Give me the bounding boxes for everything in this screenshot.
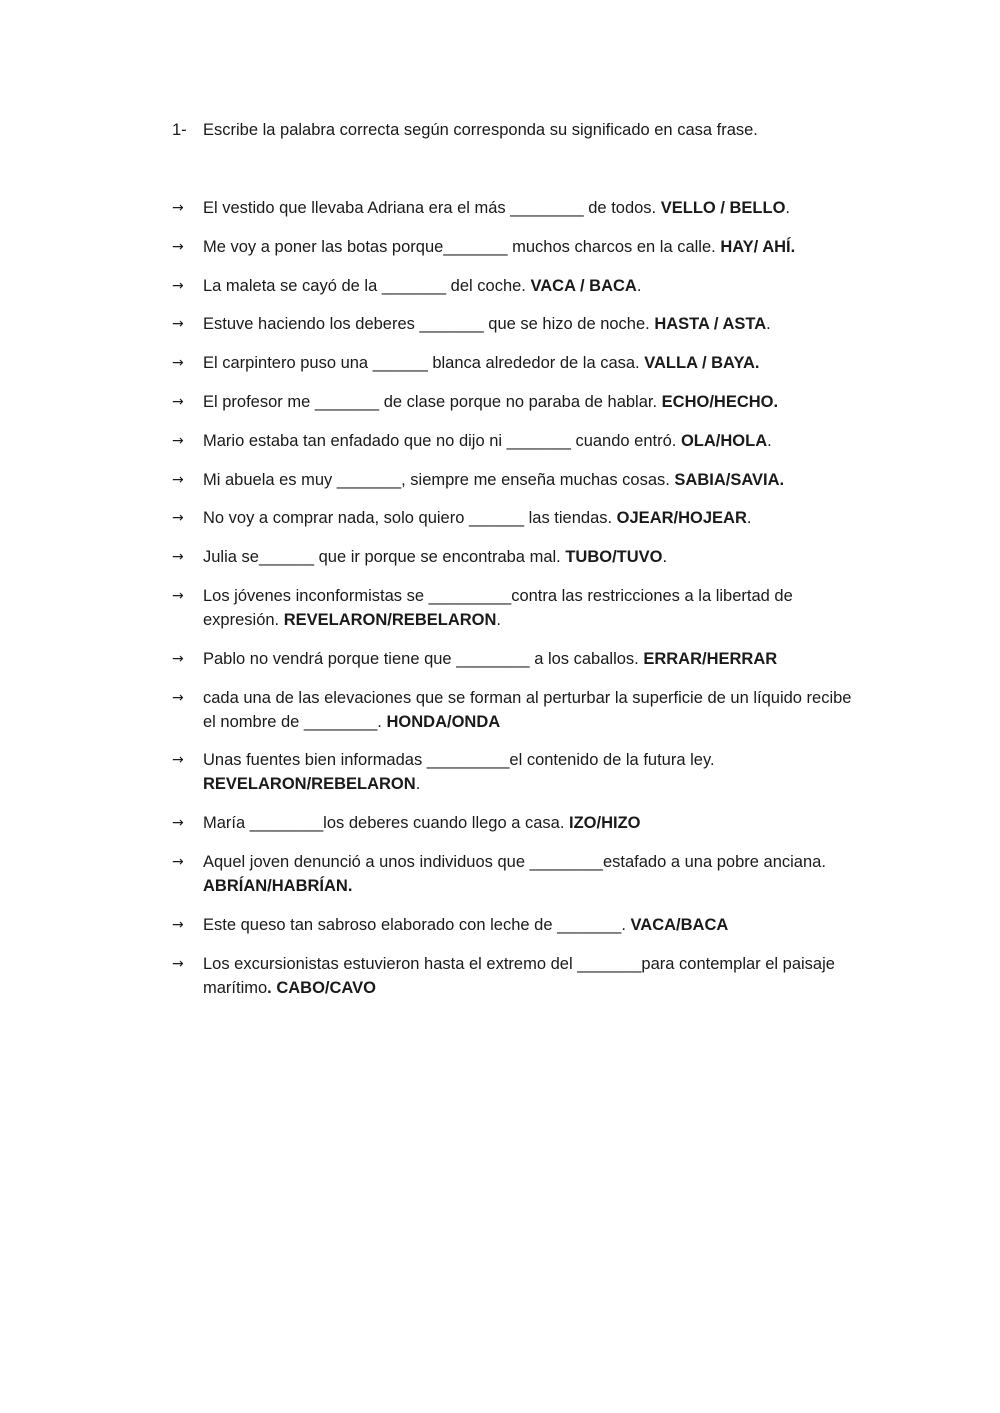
list-item xyxy=(172,390,862,414)
word-options: OJEAR/HOJEAR xyxy=(616,509,747,528)
word-options: HAY/ AHÍ. xyxy=(720,237,796,256)
arrow-right-icon: → xyxy=(172,277,184,294)
sentence-text xyxy=(203,429,862,453)
word-options: REVELARON/REBELARON xyxy=(283,610,497,629)
arrow-right-icon: → xyxy=(172,316,184,333)
sentence-body: Este queso tan sabroso elaborado con leche de _______. xyxy=(203,915,631,934)
sentence-end: . xyxy=(766,315,771,334)
sentence-body: Unas fuentes bien informadas _________el contenido de la futura ley. xyxy=(203,751,715,770)
sentence-body: El carpintero puso una ______ blanca alrededor de la casa. xyxy=(203,354,645,373)
sentence-text xyxy=(203,811,862,835)
arrow-right-icon: → xyxy=(172,549,184,566)
sentence-body: Me voy a poner las botas porque_______ muchos charcos en la calle. xyxy=(203,237,721,256)
sentence-text xyxy=(203,506,862,530)
sentence-end: . xyxy=(767,431,772,450)
list-item xyxy=(172,811,862,835)
word-options: . CABO/CAVO xyxy=(267,978,376,997)
arrow-right-icon: → xyxy=(172,432,184,449)
list-item xyxy=(172,850,862,898)
sentence-body: El profesor me _______ de clase porque no paraba de hablar. xyxy=(203,392,662,411)
sentence-body: Estuve haciendo los deberes _______ que se hizo de noche. xyxy=(203,315,655,334)
sentence-text xyxy=(203,545,862,569)
exercise-number: 1- xyxy=(172,121,187,139)
list-item xyxy=(172,647,862,671)
arrow-right-icon: → xyxy=(172,650,184,667)
sentence-text xyxy=(203,468,862,492)
word-options: OLA/HOLA xyxy=(680,431,768,450)
list-item xyxy=(172,235,862,259)
arrow-right-icon: → xyxy=(172,587,184,604)
sentence-text xyxy=(203,850,862,898)
sentence-text xyxy=(203,312,862,336)
arrow-right-icon: → xyxy=(172,200,184,216)
list-item xyxy=(172,274,862,298)
word-options: VACA/BACA xyxy=(630,915,729,934)
word-options: HONDA/ONDA xyxy=(386,712,501,731)
list-item xyxy=(172,468,862,492)
word-options: IZO/HIZO xyxy=(569,814,641,833)
sentence-body: Mario estaba tan enfadado que no dijo ni _______ cuando entró. xyxy=(203,431,681,450)
arrow-right-icon: → xyxy=(172,393,184,410)
arrow-right-icon: → xyxy=(172,853,184,870)
sentence-body: cada una de las elevaciones que se forman al perturbar la superficie de un líquido recibe el nombre de ________. xyxy=(203,688,852,731)
sentence-text xyxy=(203,390,862,414)
sentence-end: . xyxy=(415,775,421,794)
sentence-end: . xyxy=(636,276,642,295)
sentence-text xyxy=(203,196,862,220)
sentence-text xyxy=(203,748,862,796)
sentence-text xyxy=(203,952,862,1000)
arrow-right-icon: → xyxy=(172,471,184,488)
arrow-right-icon: → xyxy=(172,752,184,769)
arrow-right-icon: → xyxy=(172,238,184,255)
sentence-body: Mi abuela es muy _______, siempre me enseña muchas cosas. xyxy=(203,470,675,489)
sentence-text xyxy=(203,913,862,937)
list-item xyxy=(172,952,862,1000)
sentence-body: La maleta se cayó de la _______ del coche. xyxy=(203,276,531,295)
arrow-right-icon: → xyxy=(172,510,184,527)
arrow-right-icon: → xyxy=(172,916,184,933)
exercise-heading xyxy=(172,119,758,141)
word-options: ECHO/HECHO. xyxy=(661,392,779,411)
sentence-text xyxy=(203,686,862,734)
word-options: VELLO / BELLO xyxy=(660,199,786,217)
sentence-text xyxy=(203,235,862,259)
word-options: REVELARON/REBELARON xyxy=(203,775,416,794)
arrow-right-icon: → xyxy=(172,689,184,706)
sentence-text xyxy=(203,647,862,671)
sentence-body: Aquel joven denunció a unos individuos que ________estafado a una pobre anciana. xyxy=(203,852,826,871)
arrow-right-icon: → xyxy=(172,355,184,372)
list-item xyxy=(172,429,862,453)
sentence-body: Julia se______ que ir porque se encontraba mal. xyxy=(203,548,566,567)
sentence-body: María ________los deberes cuando llego a casa. xyxy=(203,814,570,833)
sentence-end: . xyxy=(662,548,668,567)
list-item xyxy=(172,545,862,569)
sentence-body: Los excursionistas estuvieron hasta el extremo del _______para contemplar el paisaje marítimo xyxy=(203,954,835,997)
sentence-body: El vestido que llevaba Adriana era el más ________ de todos. xyxy=(203,199,661,217)
list-item xyxy=(172,312,862,336)
arrow-right-icon: → xyxy=(172,955,184,972)
word-options: HASTA / ASTA xyxy=(654,315,767,334)
list-item xyxy=(172,584,862,632)
sentence-text xyxy=(203,351,862,375)
sentence-text xyxy=(203,274,862,298)
sentence-body: Pablo no vendrá porque tiene que ________ a los caballos. xyxy=(203,649,644,668)
word-options: VACA / BACA xyxy=(530,276,637,295)
word-options: TUBO/TUVO xyxy=(565,548,663,567)
sentence-text xyxy=(203,584,862,632)
list-item xyxy=(172,686,862,734)
sentence-end: . xyxy=(496,610,501,629)
list-item xyxy=(172,196,862,220)
exercise-instruction: Escribe la palabra correcta según corresponda su significado en casa frase. xyxy=(203,121,758,139)
word-options: VALLA / BAYA. xyxy=(644,354,760,373)
word-options: SABIA/SAVIA. xyxy=(674,470,785,489)
list-item xyxy=(172,351,862,375)
word-options: ERRAR/HERRAR xyxy=(643,649,778,668)
list-item xyxy=(172,913,862,937)
sentence-end: . xyxy=(785,199,790,217)
arrow-right-icon: → xyxy=(172,815,184,832)
word-options: ABRÍAN/HABRÍAN. xyxy=(203,876,353,895)
sentence-end: . xyxy=(746,509,752,528)
list-item xyxy=(172,506,862,530)
sentence-body: Los jóvenes inconformistas se _________contra las restricciones a la libertad de expresión. xyxy=(203,586,793,629)
exercise-list xyxy=(172,196,862,1014)
sentence-body: No voy a comprar nada, solo quiero ______ las tiendas. xyxy=(203,509,617,528)
list-item xyxy=(172,748,862,796)
